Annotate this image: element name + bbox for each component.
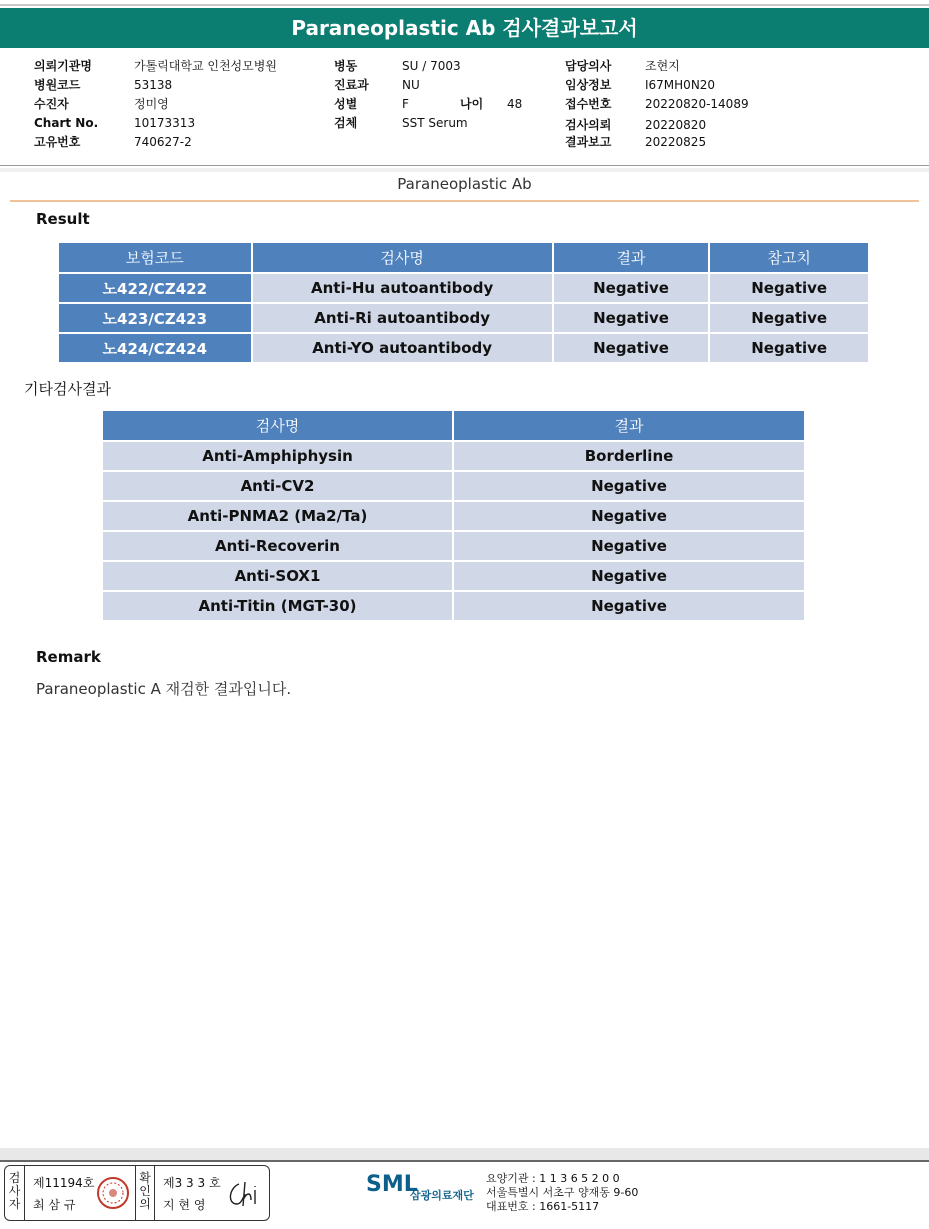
result-value: Negative (453, 591, 805, 621)
unique-label: 고유번호 (34, 135, 81, 149)
org-address (486, 1172, 638, 1214)
clinical-value: I67MH0N20 (645, 78, 716, 92)
signature-box (4, 1165, 270, 1221)
institution-row (34, 57, 277, 74)
footer-band (0, 1148, 929, 1160)
top-rule (0, 4, 929, 6)
sex-label: 성별 (334, 97, 358, 111)
insurance-code: 노423/CZ423 (58, 303, 252, 333)
chart-label: Chart No. (34, 116, 99, 130)
org-name: 삼광의료재단 (410, 1189, 474, 1202)
dept-row (334, 76, 420, 93)
ward-value: SU / 7003 (402, 59, 461, 73)
section-underline (10, 200, 919, 202)
doctor-label: 담당의사 (565, 59, 612, 73)
table-row (58, 303, 869, 333)
reference-value: Negative (709, 333, 869, 363)
table-row (58, 273, 869, 303)
col-result: 결과 (553, 242, 710, 273)
test-name: Anti-CV2 (102, 471, 453, 501)
dept-value: NU (402, 78, 420, 92)
other-heading: 기타검사결과 (24, 380, 111, 398)
section-title: Paraneoplastic Ab (397, 175, 532, 193)
org-code: 요양기관 : 1 1 3 6 5 2 0 0 (486, 1172, 620, 1185)
result-value: Negative (553, 273, 710, 303)
header-divider (0, 165, 929, 166)
unique-value: 740627-2 (134, 135, 192, 149)
tester-name: 최 삼 규 (33, 1198, 76, 1212)
age-value: 48 (507, 97, 523, 111)
specimen-value: SST Serum (402, 116, 468, 130)
result-value: Negative (453, 471, 805, 501)
specimen-label: 검체 (334, 116, 358, 130)
footer-rule (0, 1160, 929, 1162)
result-value: Negative (453, 531, 805, 561)
age-label: 나이 (460, 97, 484, 111)
hospital-code-row (34, 76, 172, 93)
ward-row (334, 57, 461, 74)
insurance-code: 노422/CZ422 (58, 273, 252, 303)
clinical-row (565, 76, 715, 93)
col-result: 결과 (453, 410, 805, 441)
other-header-row (102, 410, 805, 441)
receipt-label: 접수번호 (565, 97, 612, 111)
test-name: Anti-Titin (MGT-30) (102, 591, 453, 621)
table-row (102, 501, 805, 531)
hospital-code-label: 병원코드 (34, 78, 81, 92)
tester-label: 검사자 (5, 1166, 25, 1220)
test-name: Anti-Hu autoantibody (252, 273, 553, 303)
section-band (0, 168, 929, 172)
reference-value: Negative (709, 273, 869, 303)
doctor-value: 조현지 (645, 59, 680, 73)
col-reference: 참고치 (709, 242, 869, 273)
request-value: 20220820 (645, 118, 707, 132)
confirm-name: 지 현 영 (163, 1198, 206, 1212)
unique-row (34, 133, 192, 150)
chart-value: 10173313 (134, 116, 196, 130)
tester-number: 제11194호 (33, 1176, 95, 1190)
col-test-name: 검사명 (252, 242, 553, 273)
insurance-code: 노424/CZ424 (58, 333, 252, 363)
ward-label: 병동 (334, 59, 358, 73)
specimen-row (334, 114, 468, 131)
report-date-label: 결과보고 (565, 135, 612, 149)
test-name: Anti-Ri autoantibody (252, 303, 553, 333)
test-name: Anti-Recoverin (102, 531, 453, 561)
report-date-value: 20220825 (645, 135, 707, 149)
chart-row (34, 116, 195, 130)
hospital-code-value: 53138 (134, 78, 173, 92)
confirm-number: 제3 3 3 호 (163, 1176, 221, 1190)
test-name: Anti-PNMA2 (Ma2/Ta) (102, 501, 453, 531)
result-value: Negative (553, 303, 710, 333)
result-value: Borderline (453, 441, 805, 471)
result-header-row (58, 242, 869, 273)
confirm-label: 확인의 (135, 1166, 155, 1220)
result-value: Negative (553, 333, 710, 363)
org-phone: 대표번호 : 1661-5117 (486, 1200, 600, 1213)
col-insurance-code: 보험코드 (58, 242, 252, 273)
remark-heading: Remark (36, 648, 101, 666)
request-label: 검사의뢰 (565, 118, 612, 132)
seal-stamp-icon (96, 1176, 130, 1210)
reference-value: Negative (709, 303, 869, 333)
receipt-value: 20220820-14089 (645, 97, 749, 111)
receipt-row (565, 95, 749, 112)
patient-label: 수진자 (34, 97, 69, 111)
sex-value: F (402, 97, 409, 111)
table-row (102, 591, 805, 621)
dept-label: 진료과 (334, 78, 369, 92)
test-name: Anti-SOX1 (102, 561, 453, 591)
doctor-row (565, 57, 680, 74)
report-date-row (565, 133, 706, 150)
result-heading: Result (36, 210, 90, 228)
institution-value: 가톨릭대학교 인천성모병원 (134, 59, 277, 73)
patient-row (34, 95, 169, 112)
signature-icon (225, 1178, 263, 1210)
clinical-label: 임상정보 (565, 78, 612, 92)
institution-label: 의뢰기관명 (34, 59, 92, 73)
request-row (565, 116, 706, 133)
table-row (102, 471, 805, 501)
result-value: Negative (453, 501, 805, 531)
test-name: Anti-Amphiphysin (102, 441, 453, 471)
org-street: 서울특별시 서초구 양재동 9-60 (486, 1186, 639, 1199)
table-row (58, 333, 869, 363)
table-row (102, 561, 805, 591)
result-value: Negative (453, 561, 805, 591)
patient-value: 정미영 (134, 97, 169, 111)
sml-logo: SML (366, 1172, 418, 1197)
result-table (57, 241, 870, 364)
other-table (101, 409, 806, 622)
remark-text: Paraneoplastic A 재검한 결과입니다. (36, 680, 292, 698)
test-name: Anti-YO autoantibody (252, 333, 553, 363)
report-title: Paraneoplastic Ab 검사결과보고서 (0, 8, 929, 48)
col-test-name: 검사명 (102, 410, 453, 441)
table-row (102, 531, 805, 561)
sex-age-row (334, 95, 522, 112)
table-row (102, 441, 805, 471)
